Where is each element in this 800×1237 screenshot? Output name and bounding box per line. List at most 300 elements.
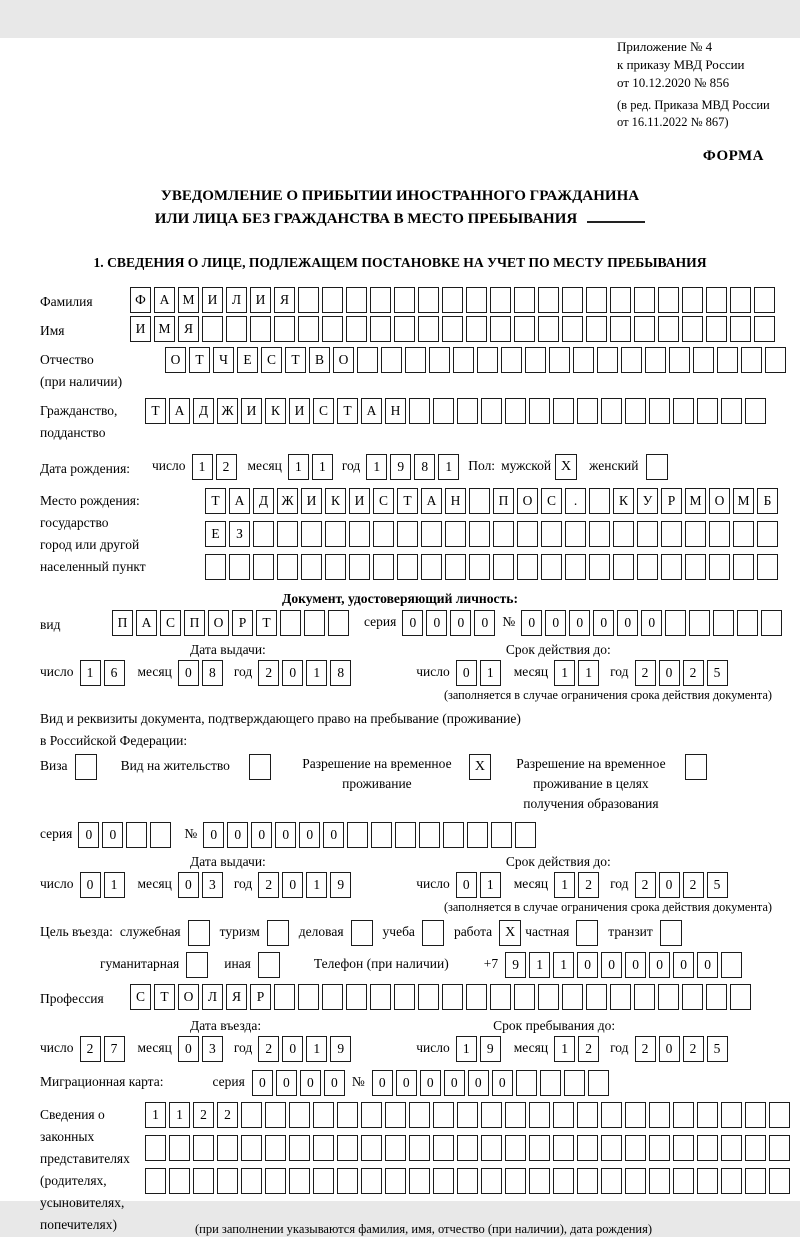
char-cell[interactable] xyxy=(313,1135,334,1161)
char-cell[interactable] xyxy=(505,1102,526,1128)
char-cell[interactable] xyxy=(481,398,502,424)
char-cell[interactable] xyxy=(577,398,598,424)
char-cell[interactable] xyxy=(737,610,758,636)
surname-cells[interactable] xyxy=(130,287,778,313)
char-cell[interactable] xyxy=(361,1102,382,1128)
char-cell[interactable]: О xyxy=(517,488,538,514)
char-cell[interactable] xyxy=(564,1070,585,1096)
char-cell[interactable] xyxy=(669,347,690,373)
char-cell[interactable]: 2 xyxy=(635,1036,656,1062)
char-cell[interactable]: Д xyxy=(253,488,274,514)
residence-valid-year[interactable] xyxy=(635,872,731,898)
char-cell[interactable]: 0 xyxy=(617,610,638,636)
char-cell[interactable] xyxy=(466,316,487,342)
char-cell[interactable] xyxy=(349,521,370,547)
char-cell[interactable]: 1 xyxy=(480,660,501,686)
char-cell[interactable] xyxy=(697,398,718,424)
char-cell[interactable]: 1 xyxy=(554,660,575,686)
char-cell[interactable] xyxy=(562,287,583,313)
char-cell[interactable] xyxy=(538,984,559,1010)
char-cell[interactable] xyxy=(241,1135,262,1161)
char-cell[interactable]: О xyxy=(333,347,354,373)
char-cell[interactable]: Ж xyxy=(277,488,298,514)
char-cell[interactable] xyxy=(346,287,367,313)
char-cell[interactable] xyxy=(516,1070,537,1096)
char-cell[interactable] xyxy=(481,1168,502,1194)
char-cell[interactable] xyxy=(313,1168,334,1194)
representatives-row-3[interactable] xyxy=(145,1168,793,1194)
char-cell[interactable]: Т xyxy=(285,347,306,373)
char-cell[interactable] xyxy=(361,1135,382,1161)
char-cell[interactable] xyxy=(610,984,631,1010)
doc-number-cells[interactable] xyxy=(521,610,785,636)
char-cell[interactable] xyxy=(241,1168,262,1194)
char-cell[interactable] xyxy=(433,1135,454,1161)
char-cell[interactable]: 0 xyxy=(282,1036,303,1062)
char-cell[interactable] xyxy=(730,316,751,342)
char-cell[interactable] xyxy=(601,398,622,424)
char-cell[interactable] xyxy=(625,398,646,424)
char-cell[interactable]: Н xyxy=(385,398,406,424)
char-cell[interactable] xyxy=(553,1168,574,1194)
char-cell[interactable] xyxy=(409,1135,430,1161)
char-cell[interactable] xyxy=(586,316,607,342)
char-cell[interactable] xyxy=(193,1168,214,1194)
char-cell[interactable] xyxy=(205,554,226,580)
char-cell[interactable] xyxy=(765,347,786,373)
char-cell[interactable]: 2 xyxy=(683,872,704,898)
char-cell[interactable] xyxy=(433,1168,454,1194)
char-cell[interactable]: 2 xyxy=(578,1036,599,1062)
doc-issue-year[interactable] xyxy=(258,660,354,686)
char-cell[interactable]: М xyxy=(178,287,199,313)
char-cell[interactable] xyxy=(289,1102,310,1128)
char-cell[interactable] xyxy=(713,610,734,636)
char-cell[interactable] xyxy=(250,316,271,342)
char-cell[interactable]: Т xyxy=(189,347,210,373)
char-cell[interactable]: 0 xyxy=(545,610,566,636)
char-cell[interactable] xyxy=(395,822,416,848)
char-cell[interactable] xyxy=(418,316,439,342)
char-cell[interactable] xyxy=(298,984,319,1010)
doc-series-cells[interactable] xyxy=(402,610,498,636)
char-cell[interactable]: 0 xyxy=(299,822,320,848)
char-cell[interactable] xyxy=(757,554,778,580)
char-cell[interactable] xyxy=(565,554,586,580)
char-cell[interactable] xyxy=(397,521,418,547)
char-cell[interactable] xyxy=(385,1135,406,1161)
char-cell[interactable]: 1 xyxy=(306,872,327,898)
char-cell[interactable]: А xyxy=(229,488,250,514)
char-cell[interactable] xyxy=(505,1168,526,1194)
char-cell[interactable] xyxy=(625,1168,646,1194)
char-cell[interactable] xyxy=(202,316,223,342)
char-cell[interactable] xyxy=(418,984,439,1010)
char-cell[interactable] xyxy=(397,554,418,580)
doc-valid-year[interactable] xyxy=(635,660,731,686)
char-cell[interactable] xyxy=(645,347,666,373)
char-cell[interactable]: 1 xyxy=(529,952,550,978)
char-cell[interactable] xyxy=(589,488,610,514)
char-cell[interactable]: 1 xyxy=(192,454,213,480)
char-cell[interactable]: 2 xyxy=(80,1036,101,1062)
char-cell[interactable] xyxy=(733,521,754,547)
char-cell[interactable]: Т xyxy=(397,488,418,514)
char-cell[interactable] xyxy=(346,316,367,342)
entry-day[interactable] xyxy=(80,1036,128,1062)
char-cell[interactable]: 6 xyxy=(104,660,125,686)
char-cell[interactable]: . xyxy=(565,488,586,514)
char-cell[interactable]: А xyxy=(154,287,175,313)
purpose-other-checkbox[interactable] xyxy=(258,952,280,978)
char-cell[interactable]: 0 xyxy=(275,822,296,848)
char-cell[interactable]: 2 xyxy=(217,1102,238,1128)
char-cell[interactable] xyxy=(467,822,488,848)
doc-issue-month[interactable] xyxy=(178,660,226,686)
char-cell[interactable] xyxy=(634,984,655,1010)
char-cell[interactable]: 0 xyxy=(625,952,646,978)
char-cell[interactable] xyxy=(525,347,546,373)
char-cell[interactable] xyxy=(241,1102,262,1128)
gender-female-checkbox[interactable] xyxy=(646,454,668,480)
visa-checkbox[interactable] xyxy=(75,754,97,780)
char-cell[interactable] xyxy=(733,554,754,580)
char-cell[interactable]: Ф xyxy=(130,287,151,313)
char-cell[interactable] xyxy=(745,1135,766,1161)
char-cell[interactable] xyxy=(466,984,487,1010)
char-cell[interactable] xyxy=(745,1102,766,1128)
char-cell[interactable]: 1 xyxy=(578,660,599,686)
char-cell[interactable] xyxy=(337,1135,358,1161)
char-cell[interactable]: 0 xyxy=(276,1070,297,1096)
char-cell[interactable] xyxy=(442,287,463,313)
char-cell[interactable]: 3 xyxy=(202,872,223,898)
char-cell[interactable] xyxy=(706,287,727,313)
char-cell[interactable] xyxy=(493,521,514,547)
char-cell[interactable] xyxy=(685,521,706,547)
doc-valid-day[interactable] xyxy=(456,660,504,686)
char-cell[interactable]: 0 xyxy=(420,1070,441,1096)
firstname-cells[interactable] xyxy=(130,316,778,342)
char-cell[interactable] xyxy=(514,287,535,313)
char-cell[interactable] xyxy=(289,1168,310,1194)
char-cell[interactable]: 0 xyxy=(282,660,303,686)
char-cell[interactable] xyxy=(540,1070,561,1096)
representatives-row-1[interactable] xyxy=(145,1102,793,1128)
char-cell[interactable]: 0 xyxy=(468,1070,489,1096)
char-cell[interactable] xyxy=(721,1135,742,1161)
char-cell[interactable] xyxy=(541,554,562,580)
residence-series-cells[interactable] xyxy=(78,822,174,848)
char-cell[interactable]: 1 xyxy=(306,1036,327,1062)
char-cell[interactable] xyxy=(658,984,679,1010)
char-cell[interactable] xyxy=(706,316,727,342)
char-cell[interactable] xyxy=(730,984,751,1010)
char-cell[interactable]: В xyxy=(309,347,330,373)
char-cell[interactable] xyxy=(745,1168,766,1194)
purpose-private-checkbox[interactable] xyxy=(576,920,598,946)
char-cell[interactable] xyxy=(229,554,250,580)
char-cell[interactable]: И xyxy=(349,488,370,514)
residence-valid-day[interactable] xyxy=(456,872,504,898)
char-cell[interactable]: Т xyxy=(337,398,358,424)
char-cell[interactable] xyxy=(754,287,775,313)
char-cell[interactable] xyxy=(649,398,670,424)
char-cell[interactable]: 0 xyxy=(450,610,471,636)
char-cell[interactable]: 0 xyxy=(396,1070,417,1096)
purpose-official-checkbox[interactable] xyxy=(188,920,210,946)
char-cell[interactable] xyxy=(217,1168,238,1194)
char-cell[interactable] xyxy=(126,822,147,848)
char-cell[interactable] xyxy=(442,984,463,1010)
char-cell[interactable] xyxy=(280,610,301,636)
char-cell[interactable]: 0 xyxy=(178,660,199,686)
char-cell[interactable] xyxy=(322,984,343,1010)
char-cell[interactable] xyxy=(658,316,679,342)
char-cell[interactable]: 1 xyxy=(456,1036,477,1062)
residence-issue-day[interactable] xyxy=(80,872,128,898)
stay-year[interactable] xyxy=(635,1036,731,1062)
char-cell[interactable] xyxy=(634,316,655,342)
char-cell[interactable] xyxy=(457,1102,478,1128)
char-cell[interactable] xyxy=(419,822,440,848)
char-cell[interactable]: Л xyxy=(226,287,247,313)
char-cell[interactable]: И xyxy=(202,287,223,313)
char-cell[interactable]: 9 xyxy=(505,952,526,978)
char-cell[interactable]: 0 xyxy=(659,872,680,898)
char-cell[interactable] xyxy=(721,1102,742,1128)
char-cell[interactable]: 1 xyxy=(480,872,501,898)
char-cell[interactable] xyxy=(689,610,710,636)
char-cell[interactable] xyxy=(277,521,298,547)
char-cell[interactable]: 9 xyxy=(390,454,411,480)
char-cell[interactable] xyxy=(445,554,466,580)
char-cell[interactable] xyxy=(673,1168,694,1194)
char-cell[interactable] xyxy=(761,610,782,636)
char-cell[interactable]: 9 xyxy=(330,1036,351,1062)
char-cell[interactable] xyxy=(673,398,694,424)
char-cell[interactable] xyxy=(649,1102,670,1128)
char-cell[interactable]: 8 xyxy=(202,660,223,686)
representatives-row-2[interactable] xyxy=(145,1135,793,1161)
char-cell[interactable]: 1 xyxy=(312,454,333,480)
char-cell[interactable]: О xyxy=(709,488,730,514)
stay-day[interactable] xyxy=(456,1036,504,1062)
char-cell[interactable] xyxy=(586,287,607,313)
purpose-humanitarian-checkbox[interactable] xyxy=(186,952,208,978)
char-cell[interactable] xyxy=(613,521,634,547)
char-cell[interactable] xyxy=(385,1168,406,1194)
char-cell[interactable]: 0 xyxy=(227,822,248,848)
doc-type-cells[interactable] xyxy=(112,610,352,636)
patronymic-cells[interactable] xyxy=(165,347,789,373)
char-cell[interactable] xyxy=(769,1168,790,1194)
char-cell[interactable] xyxy=(573,347,594,373)
char-cell[interactable] xyxy=(253,554,274,580)
char-cell[interactable] xyxy=(433,1102,454,1128)
char-cell[interactable] xyxy=(289,1135,310,1161)
char-cell[interactable]: 2 xyxy=(635,872,656,898)
char-cell[interactable] xyxy=(337,1102,358,1128)
char-cell[interactable] xyxy=(529,1135,550,1161)
residence-permit-checkbox[interactable] xyxy=(249,754,271,780)
char-cell[interactable]: 0 xyxy=(456,872,477,898)
char-cell[interactable]: 5 xyxy=(707,1036,728,1062)
char-cell[interactable] xyxy=(457,398,478,424)
char-cell[interactable]: 0 xyxy=(673,952,694,978)
char-cell[interactable] xyxy=(409,398,430,424)
char-cell[interactable] xyxy=(469,521,490,547)
char-cell[interactable] xyxy=(597,347,618,373)
char-cell[interactable]: 1 xyxy=(438,454,459,480)
migration-series-cells[interactable] xyxy=(252,1070,348,1096)
char-cell[interactable] xyxy=(347,822,368,848)
char-cell[interactable]: А xyxy=(136,610,157,636)
char-cell[interactable]: С xyxy=(261,347,282,373)
char-cell[interactable]: 9 xyxy=(330,872,351,898)
char-cell[interactable] xyxy=(371,822,392,848)
char-cell[interactable]: 2 xyxy=(635,660,656,686)
gender-male-checkbox[interactable]: X xyxy=(555,454,577,480)
char-cell[interactable] xyxy=(490,984,511,1010)
char-cell[interactable] xyxy=(370,984,391,1010)
char-cell[interactable] xyxy=(493,554,514,580)
char-cell[interactable]: 9 xyxy=(480,1036,501,1062)
char-cell[interactable]: 0 xyxy=(577,952,598,978)
char-cell[interactable] xyxy=(381,347,402,373)
char-cell[interactable] xyxy=(373,554,394,580)
char-cell[interactable] xyxy=(553,1102,574,1128)
char-cell[interactable] xyxy=(370,316,391,342)
char-cell[interactable]: 2 xyxy=(578,872,599,898)
char-cell[interactable] xyxy=(649,1168,670,1194)
char-cell[interactable] xyxy=(721,398,742,424)
char-cell[interactable] xyxy=(193,1135,214,1161)
birth-year-cells[interactable] xyxy=(366,454,462,480)
char-cell[interactable]: К xyxy=(613,488,634,514)
char-cell[interactable]: С xyxy=(130,984,151,1010)
char-cell[interactable]: О xyxy=(208,610,229,636)
char-cell[interactable] xyxy=(517,554,538,580)
char-cell[interactable] xyxy=(625,1135,646,1161)
char-cell[interactable] xyxy=(577,1102,598,1128)
char-cell[interactable]: Т xyxy=(145,398,166,424)
char-cell[interactable]: С xyxy=(160,610,181,636)
char-cell[interactable]: 0 xyxy=(80,872,101,898)
char-cell[interactable] xyxy=(505,1135,526,1161)
char-cell[interactable] xyxy=(394,316,415,342)
char-cell[interactable] xyxy=(418,287,439,313)
char-cell[interactable] xyxy=(649,1135,670,1161)
char-cell[interactable]: П xyxy=(493,488,514,514)
citizenship-cells[interactable] xyxy=(145,398,769,424)
char-cell[interactable]: А xyxy=(169,398,190,424)
purpose-study-checkbox[interactable] xyxy=(422,920,444,946)
char-cell[interactable] xyxy=(265,1102,286,1128)
char-cell[interactable]: 0 xyxy=(324,1070,345,1096)
char-cell[interactable] xyxy=(501,347,522,373)
char-cell[interactable]: 1 xyxy=(145,1102,166,1128)
char-cell[interactable] xyxy=(565,521,586,547)
birth-place-row-2[interactable] xyxy=(205,521,781,547)
char-cell[interactable] xyxy=(769,1102,790,1128)
char-cell[interactable]: 2 xyxy=(258,872,279,898)
char-cell[interactable] xyxy=(517,521,538,547)
char-cell[interactable]: 0 xyxy=(641,610,662,636)
char-cell[interactable] xyxy=(538,316,559,342)
char-cell[interactable]: 0 xyxy=(252,1070,273,1096)
char-cell[interactable] xyxy=(385,1102,406,1128)
char-cell[interactable]: 0 xyxy=(372,1070,393,1096)
char-cell[interactable] xyxy=(274,984,295,1010)
char-cell[interactable] xyxy=(445,521,466,547)
char-cell[interactable] xyxy=(577,1168,598,1194)
char-cell[interactable]: 2 xyxy=(216,454,237,480)
char-cell[interactable] xyxy=(277,554,298,580)
char-cell[interactable] xyxy=(505,398,526,424)
char-cell[interactable] xyxy=(301,554,322,580)
char-cell[interactable]: 1 xyxy=(553,952,574,978)
residence-issue-year[interactable] xyxy=(258,872,354,898)
char-cell[interactable]: Н xyxy=(445,488,466,514)
char-cell[interactable] xyxy=(529,1168,550,1194)
char-cell[interactable]: 0 xyxy=(593,610,614,636)
char-cell[interactable] xyxy=(328,610,349,636)
char-cell[interactable] xyxy=(706,984,727,1010)
char-cell[interactable]: Д xyxy=(193,398,214,424)
char-cell[interactable] xyxy=(697,1102,718,1128)
char-cell[interactable] xyxy=(491,822,512,848)
char-cell[interactable]: 2 xyxy=(258,1036,279,1062)
char-cell[interactable]: 3 xyxy=(202,1036,223,1062)
char-cell[interactable] xyxy=(562,984,583,1010)
entry-month[interactable] xyxy=(178,1036,226,1062)
char-cell[interactable] xyxy=(661,554,682,580)
char-cell[interactable] xyxy=(442,316,463,342)
birth-place-row-1[interactable] xyxy=(205,488,781,514)
char-cell[interactable]: Б xyxy=(757,488,778,514)
char-cell[interactable]: 0 xyxy=(178,872,199,898)
char-cell[interactable]: И xyxy=(250,287,271,313)
char-cell[interactable]: 8 xyxy=(330,660,351,686)
char-cell[interactable] xyxy=(538,287,559,313)
purpose-work-checkbox[interactable]: X xyxy=(499,920,521,946)
char-cell[interactable] xyxy=(682,984,703,1010)
char-cell[interactable] xyxy=(421,521,442,547)
birth-month-cells[interactable] xyxy=(288,454,336,480)
char-cell[interactable] xyxy=(586,984,607,1010)
char-cell[interactable]: 0 xyxy=(78,822,99,848)
char-cell[interactable]: 0 xyxy=(474,610,495,636)
char-cell[interactable]: З xyxy=(229,521,250,547)
char-cell[interactable] xyxy=(589,554,610,580)
char-cell[interactable] xyxy=(553,1135,574,1161)
char-cell[interactable] xyxy=(349,554,370,580)
char-cell[interactable]: К xyxy=(325,488,346,514)
char-cell[interactable] xyxy=(709,554,730,580)
char-cell[interactable]: С xyxy=(313,398,334,424)
char-cell[interactable]: О xyxy=(178,984,199,1010)
char-cell[interactable] xyxy=(169,1135,190,1161)
residence-issue-month[interactable] xyxy=(178,872,226,898)
char-cell[interactable]: 0 xyxy=(521,610,542,636)
char-cell[interactable] xyxy=(682,287,703,313)
purpose-tourism-checkbox[interactable] xyxy=(267,920,289,946)
char-cell[interactable] xyxy=(357,347,378,373)
char-cell[interactable]: 5 xyxy=(707,872,728,898)
char-cell[interactable]: Е xyxy=(237,347,258,373)
char-cell[interactable]: 0 xyxy=(456,660,477,686)
